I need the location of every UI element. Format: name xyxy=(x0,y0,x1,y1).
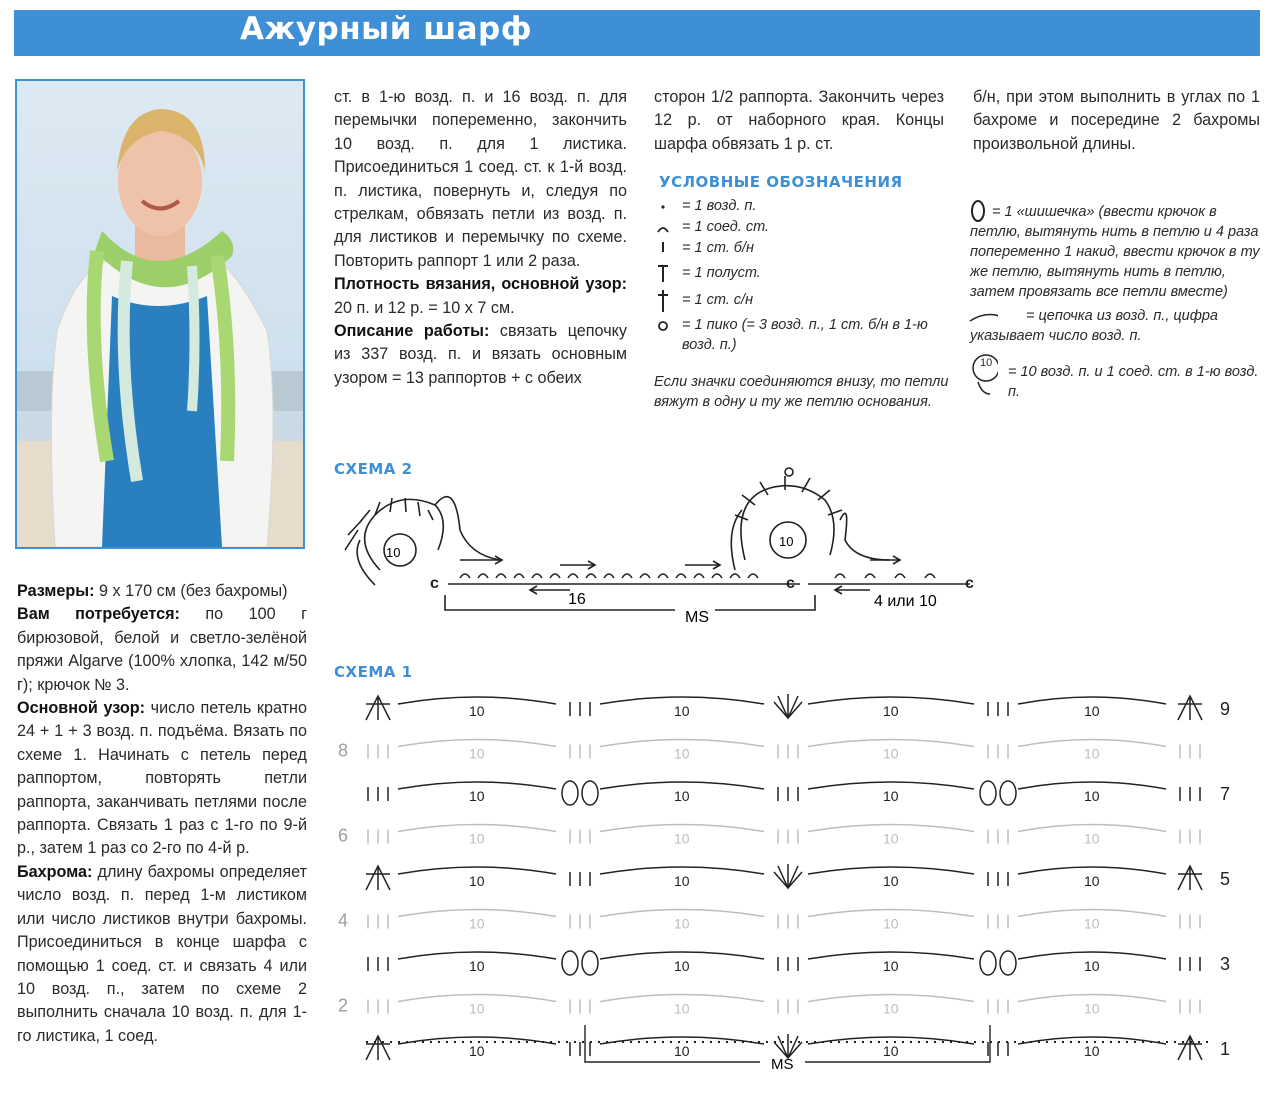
legend-item: = 1 возд. п. xyxy=(682,198,757,214)
model-illustration xyxy=(17,81,303,547)
stitch-group xyxy=(988,1042,1008,1056)
arc-count: 10 xyxy=(674,830,690,847)
arc-count: 10 xyxy=(1084,788,1100,804)
arc-count: 10 xyxy=(1084,1000,1100,1017)
schema-row xyxy=(368,781,1200,805)
stitch-group xyxy=(368,957,388,971)
arc-count: 10 xyxy=(1084,745,1100,762)
stitch-group xyxy=(570,1042,590,1056)
legend-item: = 1 соед. ст. xyxy=(682,219,770,235)
stitch-group xyxy=(1178,696,1202,720)
sizes-label: Размеры: xyxy=(17,582,95,600)
legend-bobble: = 1 «шишечка» (ввести крючок в петлю, вытянуть нить в петлю и 4 раза попеременно 1 накид, ввести крючок в ту же петлю, вытянуть нить в петлю, затем провязать все петли вместе) xyxy=(970,204,1260,300)
row-number: 3 xyxy=(1220,954,1231,974)
arc-count: 10 xyxy=(469,788,485,804)
legend-symbols xyxy=(654,196,684,356)
stitch-group xyxy=(1178,866,1202,890)
arc-count: 10 xyxy=(674,873,690,889)
arc-count: 10 xyxy=(883,958,899,974)
stitch-group xyxy=(988,915,1008,929)
schema-row xyxy=(368,825,1200,847)
arc-count: 10 xyxy=(674,745,690,762)
stitch-group xyxy=(774,864,802,888)
chain-loops xyxy=(460,574,935,578)
schema-row xyxy=(368,951,1200,975)
schema-1-title: СХЕМА 1 xyxy=(334,663,413,681)
schema-row xyxy=(368,995,1200,1017)
stitch-group xyxy=(988,745,1008,759)
stitch-group xyxy=(1180,1000,1200,1014)
stitch-group xyxy=(778,787,798,801)
column-3-text: сторон 1/2 раппорта. Закончить через 12 р. от наборного края. Концы шарфа обвязать 1 р. ст. xyxy=(654,88,944,153)
schema-2-count-4-10: 4 или 10 xyxy=(874,593,937,610)
legend-chain-arc: = цепочка из возд. п., цифра указывает число возд. п. xyxy=(970,308,1218,344)
stitch-group xyxy=(1180,915,1200,929)
stitch-group xyxy=(988,872,1008,886)
arc-count: 10 xyxy=(674,958,690,974)
stitch-group xyxy=(1180,957,1200,971)
schema-2-ms: MS xyxy=(685,609,709,626)
stitch-group xyxy=(980,951,1016,975)
legend-item: = 1 полуст. xyxy=(682,265,761,281)
schema-1-ms: MS xyxy=(771,1056,794,1073)
arc-count: 10 xyxy=(883,703,899,719)
schema-row xyxy=(366,694,1202,720)
stitch-group xyxy=(774,694,802,718)
model-photo xyxy=(15,79,305,549)
arc-count: 10 xyxy=(883,830,899,847)
arc-count: 10 xyxy=(1084,958,1100,974)
materials-label: Вам потребуется: xyxy=(17,605,180,624)
stitch-group xyxy=(368,745,388,759)
arc-count: 10 xyxy=(883,1000,899,1017)
arc-count: 10 xyxy=(883,915,899,932)
stitch-group xyxy=(368,787,388,801)
schema-2-ring-left: 10 xyxy=(386,545,401,560)
legend-list xyxy=(682,196,947,355)
stitch-group xyxy=(774,1034,802,1058)
arc-count: 10 xyxy=(469,1043,485,1059)
fringe-text: длину бахромы определяет число возд. п. перед 1-м листиком или число листиков внутри бахромы. Присоединиться в конце шарфа с помощью 1 соед. ст. и связать 4 или 10 возд. п., затем по схеме 2 выполнить сначала 10 возд. п. для 1-го листика, 1 соед. xyxy=(17,862,307,1045)
description-label: Описание работы: xyxy=(334,322,490,341)
picot-icon xyxy=(659,322,667,330)
row-number: 1 xyxy=(1220,1039,1231,1059)
stitch-group xyxy=(1180,787,1200,801)
stitch-group xyxy=(570,1000,590,1014)
schema-2-title: СХЕМА 2 xyxy=(334,460,413,478)
arc-count: 10 xyxy=(674,788,690,804)
stitch-group xyxy=(570,745,590,759)
arc-count: 10 xyxy=(883,788,899,804)
stitch-group xyxy=(778,830,798,844)
stitch-group xyxy=(988,1000,1008,1014)
arc-count: 10 xyxy=(674,1043,690,1059)
stitch-group xyxy=(988,830,1008,844)
pattern-text: число петель кратно 24 + 1 + 3 возд. п. подъёма. Вязать по схеме 1. Начинать с петель перед раппортом, повторять петли раппорта, заканчивать петлями после раппорта. Связать 1 раз с 1-го по 9-й р., затем 1 раз со 2-го по 4-й р. xyxy=(17,699,307,858)
header-bar xyxy=(14,10,1260,56)
arc-count: 10 xyxy=(674,1000,690,1017)
arc-count: 10 xyxy=(1084,1043,1100,1059)
stitch-group xyxy=(562,781,598,805)
column-2-text xyxy=(334,86,627,390)
row-number: 9 xyxy=(1220,699,1231,719)
svg-text:c: c xyxy=(786,575,795,592)
arc-count: 10 xyxy=(469,1000,485,1017)
legend-item: = 1 пико (= 3 возд. п., 1 ст. б/н в 1-ю возд. п.) xyxy=(682,317,928,353)
stitch-group xyxy=(570,872,590,886)
stitch-group xyxy=(778,915,798,929)
row-number: 2 xyxy=(338,995,349,1016)
stitch-group xyxy=(980,781,1016,805)
schema-row xyxy=(368,740,1200,762)
stitch-group xyxy=(570,915,590,929)
pattern-label: Основной узор: xyxy=(17,699,146,718)
stitch-group xyxy=(778,745,798,759)
legend-note: Если значки соединяются внизу, то петли вяжут в одну и ту же петлю основания. xyxy=(654,374,949,410)
stitch-group xyxy=(778,957,798,971)
arc-count: 10 xyxy=(469,958,485,974)
schema-row xyxy=(368,910,1200,932)
arc-count: 10 xyxy=(1084,873,1100,889)
stitch-group xyxy=(570,702,590,716)
arc-count: 10 xyxy=(469,873,485,889)
stitch-group xyxy=(1178,1036,1202,1060)
legend-item: = 1 ст. б/н xyxy=(682,240,754,256)
schema-2-count-16: 16 xyxy=(568,591,586,608)
leaf-instructions: ст. в 1-ю возд. п. и 16 возд. п. для перемычки попеременно, закончить 10 возд. п. для 1 листика. Присоединиться 1 соед. ст. к 1-й возд. п. листика, повернуть и, следуя по стрелкам, обвязать петли из возд. п. для листиков и перемычку по схеме. Повторить раппорт 1 или 2 раза. xyxy=(334,88,627,270)
stitch-group xyxy=(368,1000,388,1014)
arc-count: 10 xyxy=(1084,915,1100,932)
stitch-group xyxy=(570,830,590,844)
arc-count: 10 xyxy=(1084,703,1100,719)
description-text: связать цепочку из 337 возд. п. и вязать основным узором = 13 раппортов + с обеих xyxy=(334,322,627,387)
materials-text: по 100 г бирюзовой, белой и светло-зелёной пряжи Algarve (100% хлопка, 142 м/50 г); крючок № 3. xyxy=(17,605,307,694)
arc-count: 10 xyxy=(469,915,485,932)
arc-count: 10 xyxy=(469,745,485,762)
arc-count: 10 xyxy=(883,745,899,762)
arc-count: 10 xyxy=(883,1043,899,1059)
svg-text:c: c xyxy=(965,575,974,592)
stitch-group xyxy=(778,1000,798,1014)
schema-1-diagram xyxy=(330,680,1260,1080)
legend-item: = 1 ст. с/н xyxy=(682,292,754,308)
arc-count: 10 xyxy=(469,703,485,719)
stitch-group xyxy=(366,866,390,890)
stitch-group xyxy=(366,1036,390,1060)
page-title: Ажурный шарф xyxy=(240,11,532,47)
legend-ring: = 10 возд. п. и 1 соед. ст. в 1-ю возд. п. xyxy=(1008,364,1259,400)
schema-row xyxy=(366,864,1202,890)
stitch-group xyxy=(366,696,390,720)
row-number: 7 xyxy=(1220,784,1231,804)
svg-text:c: c xyxy=(430,575,439,592)
arc-count: 10 xyxy=(674,703,690,719)
fringe-label: Бахрома: xyxy=(17,862,93,881)
row-number: 4 xyxy=(338,910,349,931)
arc-count: 10 xyxy=(469,830,485,847)
arc-count: 10 xyxy=(883,873,899,889)
stitch-group xyxy=(368,915,388,929)
arc-count: 10 xyxy=(674,915,690,932)
schema-2-diagram xyxy=(330,460,990,630)
column-1-text xyxy=(17,580,307,1048)
stitch-group xyxy=(1180,745,1200,759)
stitch-group xyxy=(562,951,598,975)
row-number: 5 xyxy=(1220,869,1231,889)
sizes-text: 9 x 170 см (без бахромы) xyxy=(94,582,288,600)
column-4-text: б/н, при этом выполнить в углах по 1 бахроме и посередине 2 бахромы произвольной длины. xyxy=(973,88,1260,153)
stitch-group xyxy=(368,830,388,844)
density-label: Плотность вязания, основной узор: xyxy=(334,275,627,294)
stitch-group xyxy=(988,702,1008,716)
row-number: 8 xyxy=(338,740,349,761)
slip-stitch-icon xyxy=(658,228,668,232)
row-number: 6 xyxy=(338,825,349,846)
stitch-group xyxy=(1180,830,1200,844)
legend-title: УСЛОВНЫЕ ОБОЗНАЧЕНИЯ xyxy=(659,173,903,191)
ring-count: 10 xyxy=(980,357,993,369)
chain-stitch-icon xyxy=(661,205,664,208)
density-text: 20 п. и 12 р. = 10 х 7 см. xyxy=(334,298,515,317)
schema-2-ring-right: 10 xyxy=(779,534,794,549)
arc-count: 10 xyxy=(1084,830,1100,847)
